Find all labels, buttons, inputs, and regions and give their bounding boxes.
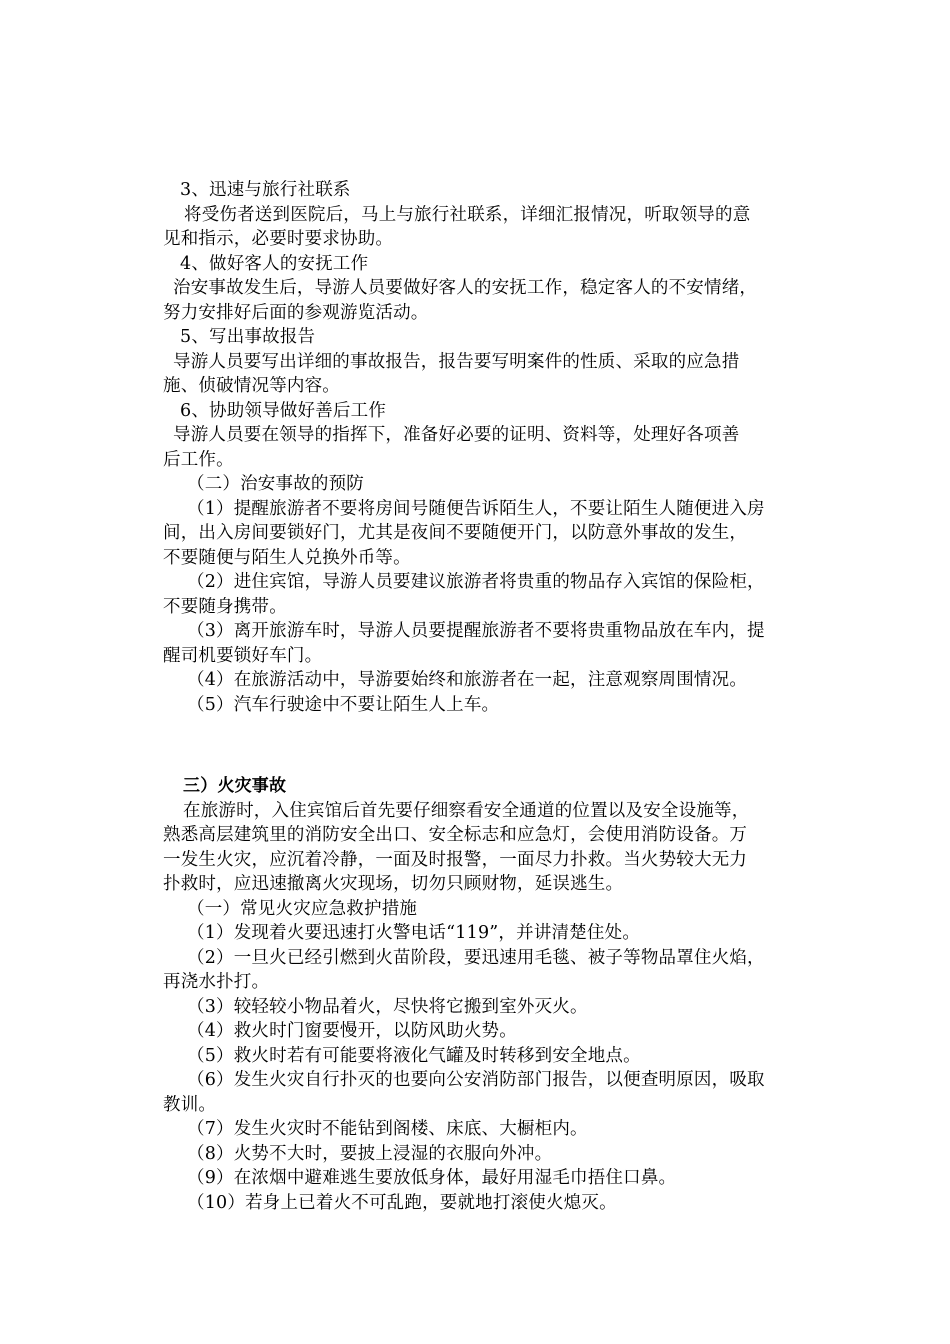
list-item: （3）离开旅游车时，导游人员要提醒旅游者不要将贵重物品放在车内，提 bbox=[187, 621, 765, 641]
list-item: （1）发现着火要迅速打火警电话“119”，并讲清楚住处。 bbox=[187, 923, 641, 943]
list-item: （1）提醒旅游者不要将房间号随便告诉陌生人，不要让陌生人随便进入房 bbox=[187, 498, 765, 519]
subheading-prevention: （二）治安事故的预防 bbox=[187, 474, 364, 494]
paragraph-line: 在旅游时，入住宾馆后首先要仔细察看安全通道的位置以及安全设施等， bbox=[183, 800, 750, 821]
list-item-continuation: 教训。 bbox=[163, 1094, 217, 1115]
list-item: （4）救火时门窗要慢开，以防风助火势。 bbox=[187, 1021, 517, 1041]
paragraph-line: 见和指示，必要时要求协助。 bbox=[163, 229, 394, 249]
list-item: （9）在浓烟中避难逃生要放低身体，最好用湿毛巾捂住口鼻。 bbox=[187, 1168, 677, 1188]
paragraph-line: 治安事故发生后，导游人员要做好客人的安抚工作，稳定客人的不安情绪， bbox=[173, 278, 758, 298]
list-item: （10）若身上已着火不可乱跑，要就地打滚使火熄灭。 bbox=[187, 1192, 617, 1213]
list-item: （6）发生火灾自行扑灭的也要向公安消防部门报告，以便查明原因，吸取 bbox=[187, 1070, 765, 1090]
paragraph-line: 一发生火灾，应沉着冷静，一面及时报警，一面尽力扑救。当火势较大无力 bbox=[163, 849, 748, 870]
list-item: （5）汽车行驶途中不要让陌生人上车。 bbox=[187, 694, 500, 715]
list-item-continuation: 再浇水扑打。 bbox=[163, 972, 270, 992]
list-item-continuation: 不要随便与陌生人兑换外币等。 bbox=[163, 547, 411, 568]
paragraph-line: 努力安排好后面的参观游览活动。 bbox=[163, 302, 429, 323]
heading-5: 5、写出事故报告 bbox=[180, 327, 316, 347]
list-item: （8）火势不大时，要披上浸湿的衣服向外冲。 bbox=[187, 1143, 553, 1164]
paragraph-line: 将受伤者送到医院后，马上与旅行社联系，详细汇报情况，听取领导的意 bbox=[184, 204, 751, 225]
section-spacer bbox=[163, 717, 809, 774]
heading-3: 3、迅速与旅行社联系 bbox=[180, 180, 351, 200]
list-item-continuation: 不要随身携带。 bbox=[163, 596, 287, 617]
paragraph-line: 熟悉高层建筑里的消防安全出口、安全标志和应急灯，会使用消防设备。万 bbox=[163, 825, 748, 845]
list-item: （5）救火时若有可能要将液化气罐及时转移到安全地点。 bbox=[187, 1045, 641, 1066]
paragraph-line: 后工作。 bbox=[163, 449, 234, 470]
heading-6: 6、协助领导做好善后工作 bbox=[180, 400, 387, 421]
subheading-fire-measures: （一）常见火灾应急救护措施 bbox=[187, 898, 418, 919]
list-item-continuation: 间，出入房间要锁好门，尤其是夜间不要随便开门，以防意外事故的发生， bbox=[163, 523, 748, 543]
list-item: （3）较轻较小物品着火，尽快将它搬到室外灭火。 bbox=[187, 996, 588, 1017]
list-item-continuation: 醒司机要锁好车门。 bbox=[163, 645, 323, 666]
list-item: （4）在旅游活动中，导游要始终和旅游者在一起，注意观察周围情况。 bbox=[187, 670, 748, 690]
paragraph-line: 导游人员要在领导的指挥下，准备好必要的证明、资料等，处理好各项善 bbox=[173, 425, 740, 445]
list-item: （2）一旦火已经引燃到火苗阶段，要迅速用毛毯、被子等物品罩住火焰， bbox=[187, 947, 765, 968]
paragraph-line: 施、侦破情况等内容。 bbox=[163, 376, 340, 396]
list-item: （7）发生火灾时不能钻到阁楼、床底、大橱柜内。 bbox=[187, 1119, 588, 1139]
list-item: （2）进住宾馆，导游人员要建议旅游者将贵重的物品存入宾馆的保险柜， bbox=[187, 572, 765, 592]
document-body bbox=[163, 178, 809, 1215]
paragraph-line: 导游人员要写出详细的事故报告，报告要写明案件的性质、采取的应急措 bbox=[173, 351, 740, 372]
heading-4: 4、做好客人的安抚工作 bbox=[180, 253, 369, 274]
paragraph-line: 扑救时，应迅速撤离火灾现场，切勿只顾财物，延误逃生。 bbox=[163, 874, 624, 894]
section-title-fire: 三）火灾事故 bbox=[183, 776, 287, 796]
